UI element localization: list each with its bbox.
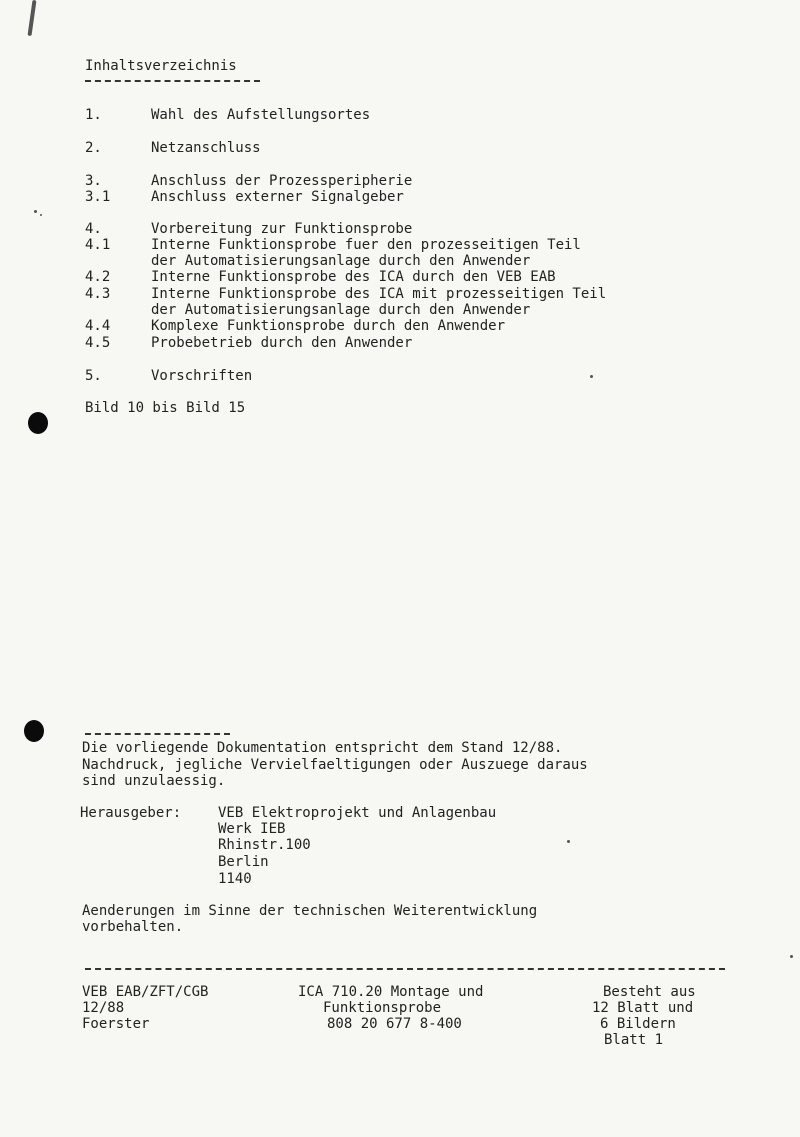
- scan-mark: [590, 375, 593, 378]
- toc-number: 4.3: [85, 286, 111, 302]
- toc-number: 1.: [85, 107, 102, 123]
- publisher-line: Werk IEB: [218, 821, 286, 837]
- toc-text: Interne Funktionsprobe fuer den prozesseitigen Teil: [151, 237, 581, 253]
- footer-center-line: ICA 710.20 Montage und: [298, 984, 484, 1000]
- notice-line: Nachdruck, jegliche Vervielfaeltigungen oder Auszuege daraus: [82, 757, 588, 773]
- toc-text: Vorschriften: [151, 368, 253, 384]
- footer-left-line: 12/88: [82, 1000, 125, 1016]
- figures-reference: Bild 10 bis Bild 15: [85, 400, 246, 416]
- toc-text: Netzanschluss: [151, 140, 261, 156]
- toc-text: Wahl des Aufstellungsortes: [151, 107, 371, 123]
- publisher-line: 1140: [218, 871, 252, 887]
- toc-text: Komplexe Funktionsprobe durch den Anwender: [151, 318, 506, 334]
- publisher-line: Rhinstr.100: [218, 837, 311, 853]
- toc-number: 2.: [85, 140, 102, 156]
- footer-rule: [85, 968, 725, 970]
- notice-line: sind unzulaessig.: [82, 773, 226, 789]
- toc-number: 5.: [85, 368, 102, 384]
- toc-text: Anschluss der Prozessperipherie: [151, 173, 413, 189]
- toc-number: 4.2: [85, 269, 111, 285]
- footer-right-line: 12 Blatt und: [592, 1000, 694, 1016]
- toc-text: der Automatisierungsanlage durch den Anwender: [151, 253, 531, 269]
- notice-rule: [85, 733, 230, 735]
- toc-title: Inhaltsverzeichnis: [85, 58, 237, 74]
- changes-line: vorbehalten.: [82, 919, 184, 935]
- punch-hole-top: [28, 412, 48, 434]
- toc-text: Interne Funktionsprobe des ICA mit prozesseitigen Teil: [151, 286, 607, 302]
- toc-number: 4.5: [85, 335, 111, 351]
- publisher-line: VEB Elektroprojekt und Anlagenbau: [218, 805, 497, 821]
- changes-line: Aenderungen im Sinne der technischen Weiterentwicklung: [82, 903, 538, 919]
- toc-text: Interne Funktionsprobe des ICA durch den VEB EAB: [151, 269, 556, 285]
- footer-center-line: 808 20 677 8-400: [327, 1016, 462, 1032]
- toc-number: 4.: [85, 221, 102, 237]
- footer-left-line: VEB EAB/ZFT/CGB: [82, 984, 209, 1000]
- toc-text: der Automatisierungsanlage durch den Anwender: [151, 302, 531, 318]
- footer-right-line: Besteht aus: [603, 984, 696, 1000]
- toc-number: 4.1: [85, 237, 111, 253]
- scan-mark: [567, 840, 570, 843]
- scan-mark: [28, 0, 37, 36]
- scan-mark: [34, 210, 37, 213]
- toc-text: Vorbereitung zur Funktionsprobe: [151, 221, 413, 237]
- scan-mark: [40, 214, 42, 216]
- footer-right-line: 6 Bildern: [600, 1016, 676, 1032]
- punch-hole-bottom: [24, 720, 44, 742]
- publisher-label: Herausgeber:: [80, 805, 182, 821]
- toc-number: 4.4: [85, 318, 111, 334]
- scan-mark: [790, 955, 793, 958]
- title-underline: [85, 80, 260, 82]
- toc-text: Probebetrieb durch den Anwender: [151, 335, 413, 351]
- toc-number: 3.: [85, 173, 102, 189]
- publisher-line: Berlin: [218, 854, 269, 870]
- footer-right-line: Blatt 1: [604, 1032, 664, 1048]
- toc-number: 3.1: [85, 189, 111, 205]
- notice-line: Die vorliegende Dokumentation entspricht dem Stand 12/88.: [82, 740, 563, 756]
- toc-text: Anschluss externer Signalgeber: [151, 189, 404, 205]
- footer-left-line: Foerster: [82, 1016, 150, 1032]
- footer-center-line: Funktionsprobe: [323, 1000, 442, 1016]
